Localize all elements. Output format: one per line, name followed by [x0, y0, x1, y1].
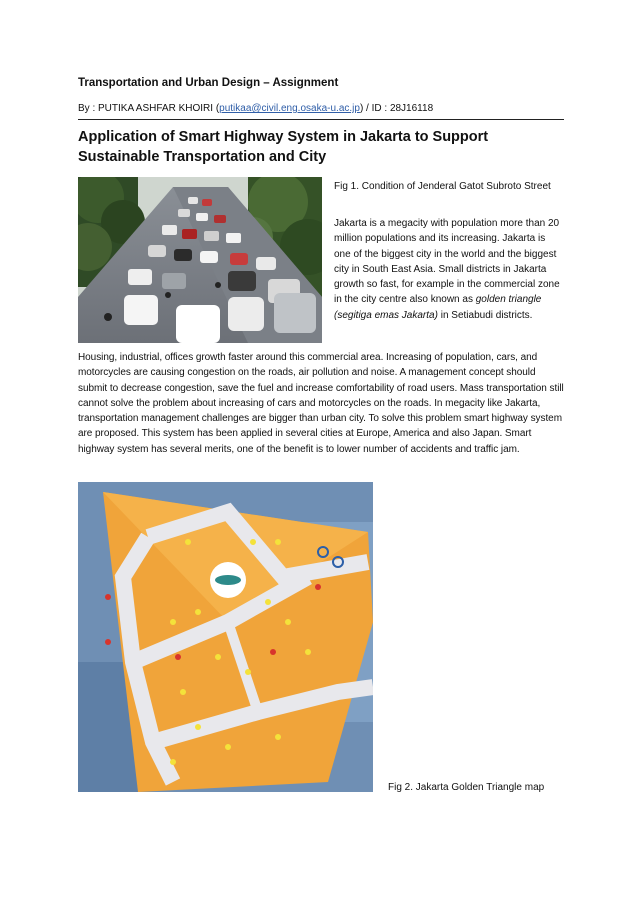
intro-italic-term: golden triangle (segitiga emas Jakarta)	[334, 294, 542, 321]
figure-1-caption: Fig 1. Condition of Jenderal Gatot Subroto Street	[334, 181, 551, 192]
intro-text-start: Jakarta is a megacity with population more than 20 million populations and its increasing. Jakarta is one of the biggest city in the world and the biggest city in South East Asia. Small districts in Jakarta growth so fast, for example in the commercial zone in the city centre also known as	[334, 218, 560, 306]
author-email-link[interactable]: putikaa@civil.eng.osaka-u.ac.jp	[219, 103, 360, 114]
author-line	[78, 103, 433, 114]
author-prefix: By : PUTIKA ASHFAR KHOIRI (	[78, 103, 220, 114]
intro-text-end: in Setiabudi districts.	[437, 309, 533, 321]
intro-paragraph	[334, 216, 560, 323]
article-title: Application of Smart Highway System in Jakarta to Support Sustainable Transportation and City	[78, 129, 489, 165]
golden-triangle-map	[78, 482, 373, 792]
course-title: Transportation and Urban Design – Assignment	[78, 77, 339, 89]
header-divider	[78, 119, 564, 120]
figure-2-caption: Fig 2. Jakarta Golden Triangle map	[388, 782, 545, 793]
body-paragraph: Housing, industrial, offices growth faster around this commercial area. Increasing of population, cars, and motorcycles are causing congestion on the roads, air pollution and noise. A management concept should submit to decrease congestion, save the fuel and increase comfortability of road users. Mass transportation still cannot solve the problem about increasing of cars and motorcycles on the roads. In megacity like Jakarta, transportation management challenges are bigger than urban city. To solve this problem smart highway system are proposed. This system has been applied in several cities at Europe, America and also Japan. Smart highway system has several merits, one of the benefit is to lower number of accidents and traffic jam.	[78, 352, 564, 455]
traffic-photo	[78, 177, 322, 343]
student-id: ) / ID : 28J16118	[359, 103, 434, 114]
